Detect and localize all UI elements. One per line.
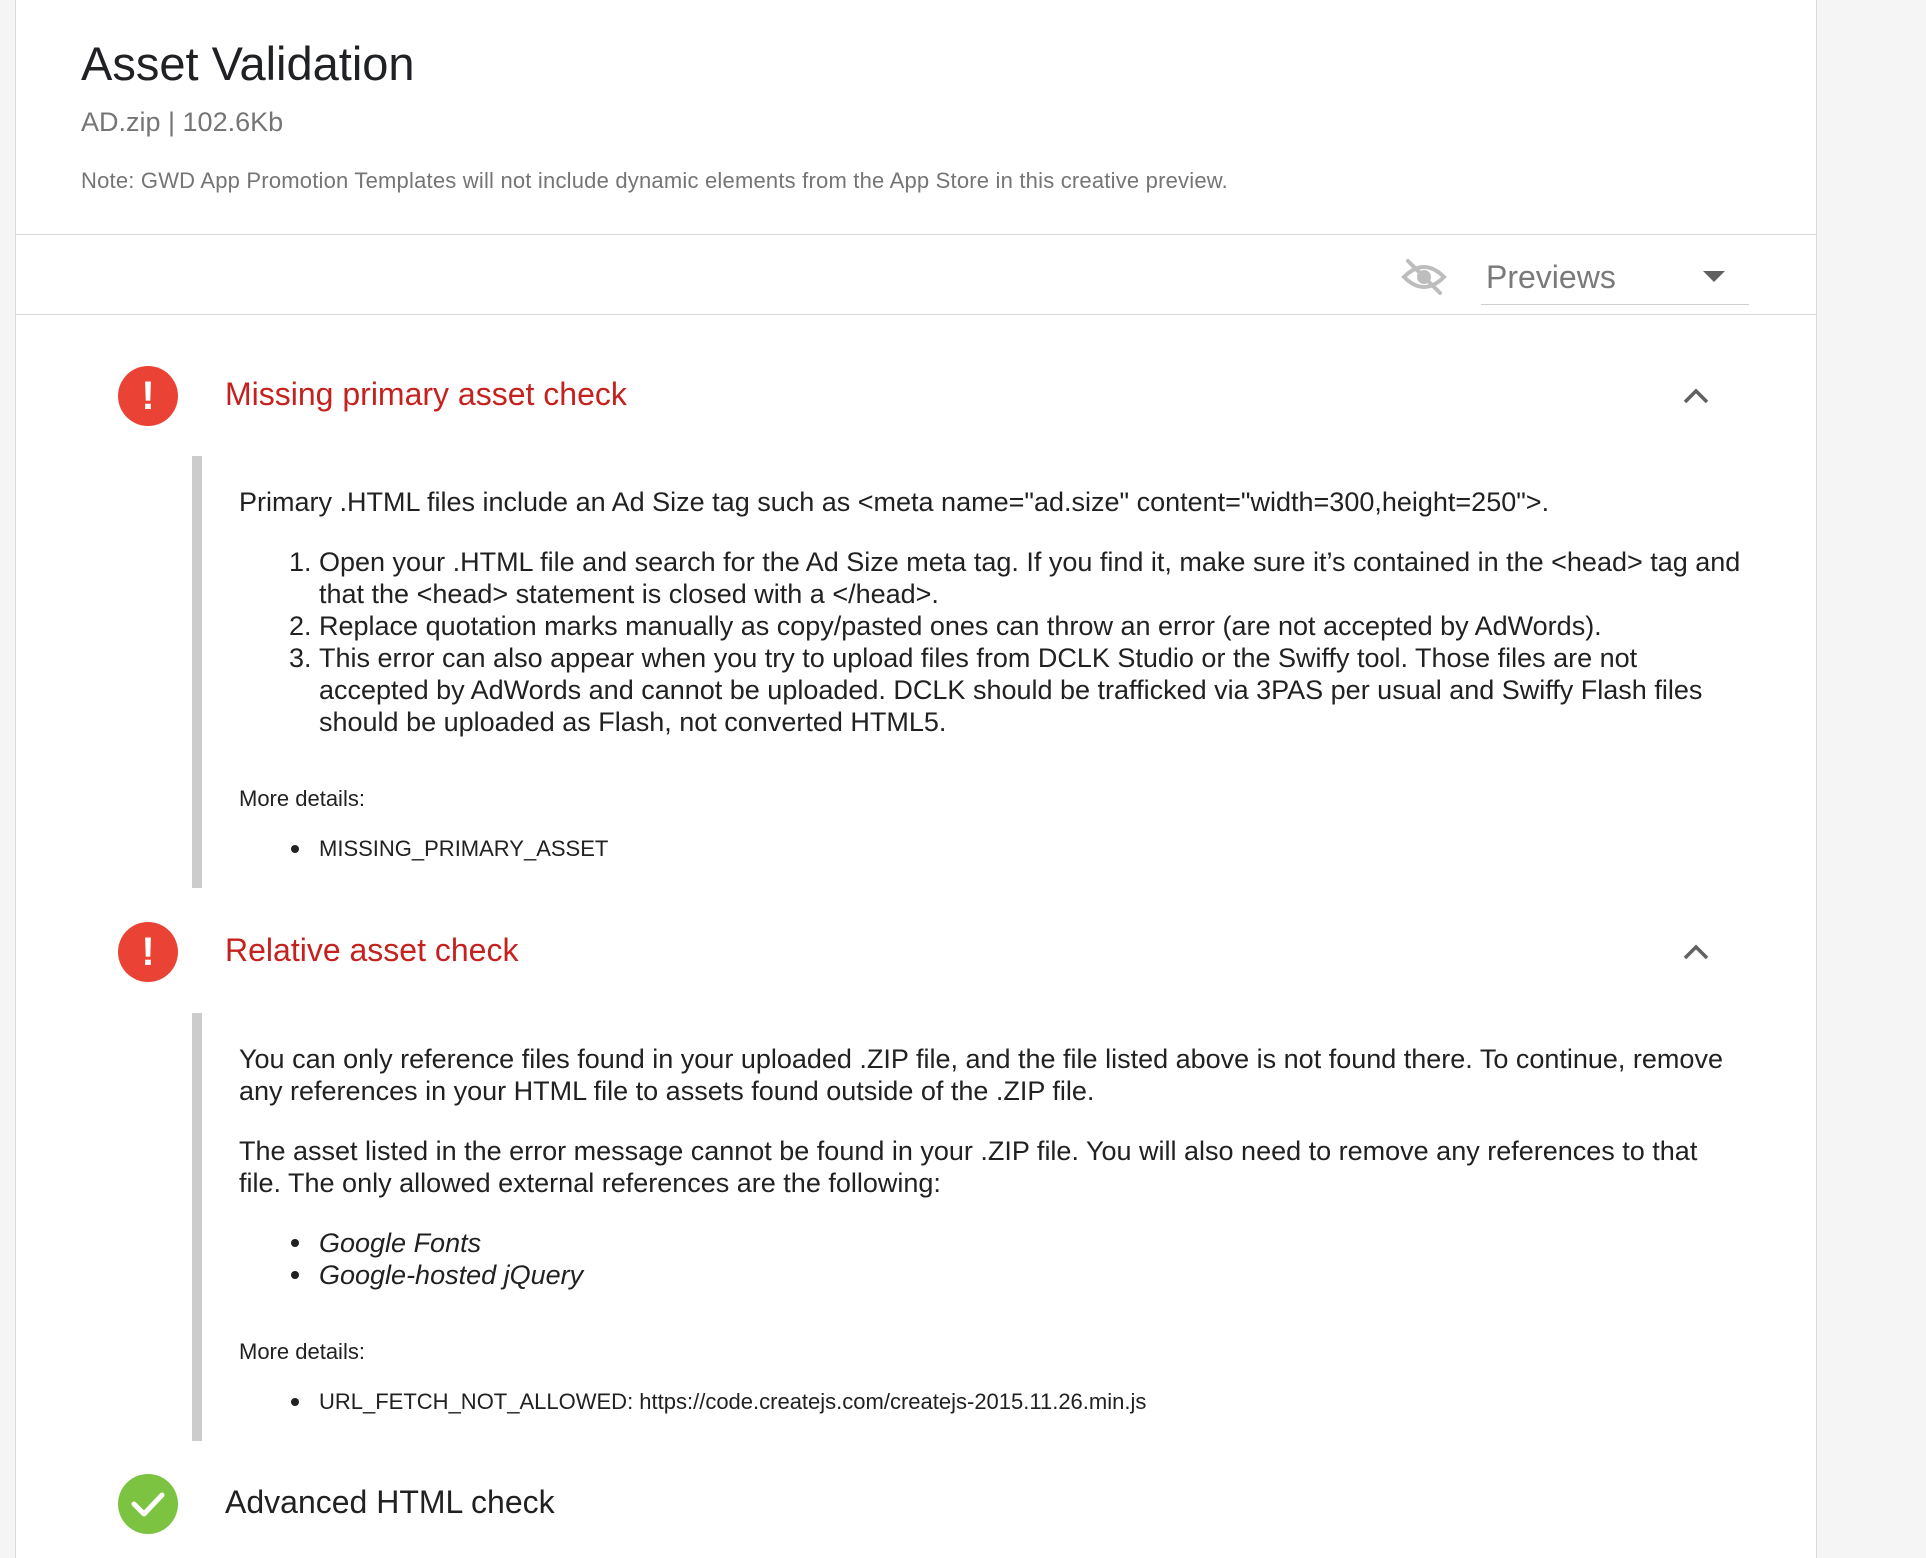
more-details-list bbox=[239, 1389, 1742, 1415]
step-item: 3. This error can also appear when you try to upload files from DCLK Studio or the Swiffy tool. Those files are not accepted by AdWords and cannot be uploaded. DCLK should be trafficked via 3PAS per usual and Swiffy Flash files should be uploaded as Flash, not converted HTML5. bbox=[319, 642, 1742, 738]
check-missing-primary-asset bbox=[16, 360, 1816, 430]
more-details-item: MISSING_PRIMARY_ASSET bbox=[239, 836, 1742, 862]
error-exclamation-icon: ! bbox=[118, 922, 178, 982]
check-detail-relative-asset bbox=[192, 1013, 1742, 1441]
check-title: Advanced HTML check bbox=[225, 1484, 555, 1520]
page-title: Asset Validation bbox=[81, 37, 415, 90]
steps-list bbox=[239, 546, 1742, 738]
collapse-chevron-up-icon[interactable] bbox=[1676, 932, 1716, 972]
allowed-references-list bbox=[239, 1227, 1742, 1291]
check-title: Missing primary asset check bbox=[225, 376, 627, 412]
more-details-list bbox=[239, 836, 1742, 862]
asset-validation-card bbox=[15, 0, 1817, 1558]
file-info: AD.zip | 102.6Kb bbox=[81, 107, 284, 137]
allowed-reference-item: Google Fonts bbox=[239, 1227, 1742, 1259]
check-detail-missing-primary-asset bbox=[192, 456, 1742, 888]
preview-note: Note: GWD App Promotion Templates will not include dynamic elements from the App Store in this creative preview. bbox=[81, 168, 1228, 193]
check-advanced-html bbox=[16, 1468, 1816, 1538]
check-relative-asset bbox=[16, 916, 1816, 986]
previews-select[interactable] bbox=[1481, 247, 1749, 305]
collapse-chevron-up-icon[interactable] bbox=[1676, 376, 1716, 416]
header bbox=[16, 0, 1816, 235]
detail-intro: Primary .HTML files include an Ad Size tag such as <meta name="ad.size" content="width=300,height=250">. bbox=[239, 487, 1550, 517]
visibility-off-icon[interactable] bbox=[1394, 253, 1454, 301]
previews-select-value: Previews bbox=[1486, 259, 1616, 295]
check-title: Relative asset check bbox=[225, 932, 519, 968]
detail-paragraph: The asset listed in the error message cannot be found in your .ZIP file. You will also need to remove any references to that file. The only allowed external references are the following: bbox=[239, 1136, 1698, 1198]
more-details-label: More details: bbox=[239, 1339, 365, 1364]
detail-paragraph: You can only reference files found in your uploaded .ZIP file, and the file listed above is not found there. To continue, remove any references in your HTML file to assets found outside of the .ZIP file. bbox=[239, 1044, 1723, 1106]
allowed-reference-item: Google-hosted jQuery bbox=[239, 1259, 1742, 1291]
dropdown-arrow-icon bbox=[1703, 271, 1725, 282]
success-checkmark-icon bbox=[118, 1474, 178, 1534]
more-details-item: URL_FETCH_NOT_ALLOWED: https://code.createjs.com/createjs-2015.11.26.min.js bbox=[239, 1389, 1742, 1415]
step-item: 1. Open your .HTML file and search for the Ad Size meta tag. If you find it, make sure it’s contained in the <head> tag and that the <head> statement is closed with a </head>. bbox=[319, 546, 1742, 610]
step-item: 2. Replace quotation marks manually as copy/pasted ones can throw an error (are not accepted by AdWords). bbox=[319, 610, 1742, 642]
more-details-label: More details: bbox=[239, 786, 365, 811]
toolbar bbox=[16, 235, 1816, 315]
error-exclamation-icon: ! bbox=[118, 366, 178, 426]
